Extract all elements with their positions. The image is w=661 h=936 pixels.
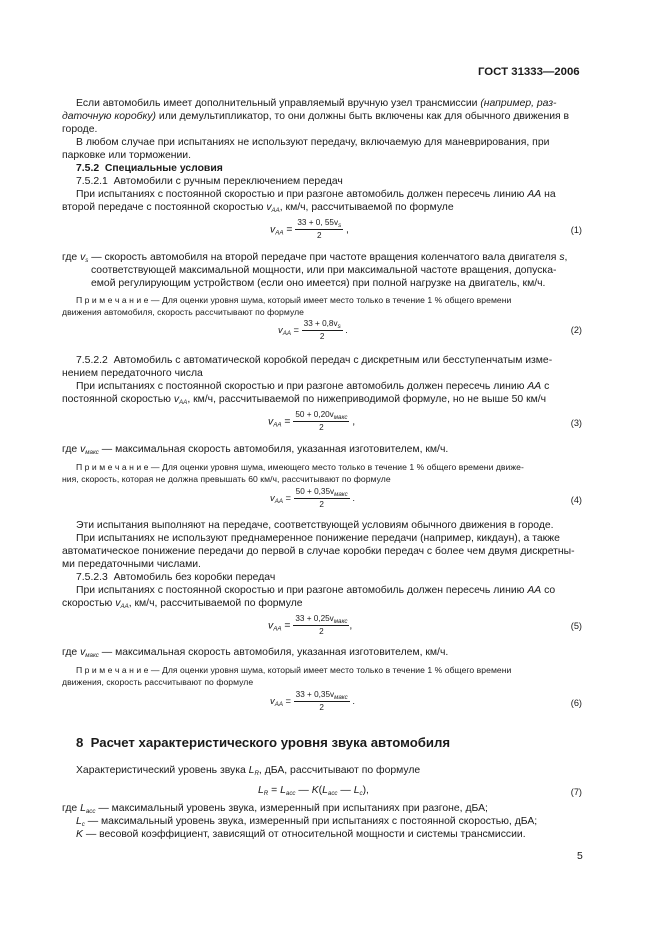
paragraph-line: автоматическое понижение передачи до первой в случае коробки передач с более чем двумя дискретны- — [62, 546, 575, 557]
note-line: движения автомобиля, скорость рассчитывают по формуле — [62, 307, 304, 317]
equation-number-7: (7) — [570, 787, 582, 797]
paragraph-line: Характеристический уровень звука $L_R$, дБА, рассчитывают по формуле — [76, 765, 421, 777]
section-heading-7-5-2: 7.5.2 Специальные условия — [76, 163, 223, 174]
paragraph-line: постоянной скоростью $v_{АА}$, км/ч, рассчитываемой по нижеприводимой формуле, но не выше 50 км/ч — [62, 394, 547, 406]
note-line: П р и м е ч а н и е — Для оценки уровня шума, который имеет место только в течение 1 % общего времени — [76, 665, 512, 675]
fraction: $\frac{33 + 0,8v_s}{2}$ — [303, 319, 341, 341]
fraction: $\frac{50 + 0,35v_{макс}}{2}$ — [295, 487, 348, 509]
definition-line: K — весовой коэффициент, зависящий от относительной мощности и системы трансмиссии. — [76, 829, 526, 840]
formula-4: $v_{АА}$ = $\frac{50 + 0,35v_{макс}}{2}$ . — [270, 487, 355, 509]
paragraph-line: При испытаниях с постоянной скоростью и при разгоне автомобиль должен пересечь линию АА на — [76, 189, 556, 200]
definition-line: где $v_{макс}$ — максимальная скорость автомобиля, указанная изготовителем, км/ч. — [62, 647, 449, 659]
formula-3: $v_{АА}$ = $\frac{50 + 0,20v_{макс}}{2}$ , — [268, 410, 356, 432]
equation-number-1: (1) — [570, 225, 582, 235]
fraction: $\frac{33 + 0, 55v_s}{2}$ — [297, 218, 342, 240]
formula-1: $v_{АА}$ = $\frac{33 + 0, 55v_s}{2}$ , — [270, 218, 349, 240]
section-heading-7-5-2-1: 7.5.2.1 Автомобили с ручным переключением передач — [76, 176, 343, 187]
paragraph-line: ми передаточными числами. — [62, 559, 201, 570]
paragraph-line: скоростью $v_{АА}$, км/ч, рассчитываемой по формуле — [62, 598, 303, 610]
formula-5: $v_{АА}$ = $\frac{33 + 0,25v_{макс}}{2}$ , — [268, 614, 353, 636]
paragraph-line: второй передаче с постоянной скоростью $v_{АА}$, км/ч, рассчитываемой по формуле — [62, 202, 454, 214]
document-code: ГОСТ 31333—2006 — [478, 66, 580, 78]
paragraph-line: В любом случае при испытаниях не используют передачу, включаемую для маневрирования, при — [76, 137, 550, 148]
paragraph-line: даточную коробку) или демультипликатор, то они должны быть включены как для обычного движения в — [62, 111, 570, 122]
note-line: движения, скорость рассчитывают по формуле — [62, 677, 254, 687]
note-line: П р и м е ч а н и е — Для оценки уровня шума, имеющего место только в течение 1 % общего времени движе- — [76, 462, 524, 472]
paragraph-line: городе. — [62, 124, 98, 135]
definition-line: где $L_{acc}$ — максимальный уровень звука, измеренный при испытаниях при разгоне, дБА; — [62, 803, 488, 815]
fraction: $\frac{33 + 0,25v_{макс}}{2}$ — [295, 614, 348, 636]
paragraph-line: При испытаниях с постоянной скоростью и при разгоне автомобиль должен пересечь линию АА с — [76, 381, 550, 392]
definition-line: соответствующей максимальной мощности, или при максимальной частоте вращения, допуска- — [91, 265, 557, 276]
formula-6: $v_{АА}$ = $\frac{33 + 0,35v_{макс}}{2}$ . — [270, 690, 355, 712]
fraction: $\frac{50 + 0,20v_{макс}}{2}$ — [295, 410, 348, 432]
definition-line: где $v_s$ — скорость автомобиля на второй передаче при частоте вращения коленчатого вала двигателя s, — [62, 252, 568, 264]
note-line: ния, скорость, которая не должна превышать 60 км/ч, рассчитывают по формуле — [62, 474, 391, 484]
paragraph-line: Эти испытания выполняют на передаче, соответствующей условиям обычного движения в городе. — [76, 520, 554, 531]
equation-number-4: (4) — [570, 495, 582, 505]
section-heading-7-5-2-2: 7.5.2.2 Автомобиль с автоматической коробкой передач с дискретным или бесступенчатым изме- — [76, 355, 553, 366]
definition-line: емой регулирующим устройством (если оно имеется) при полной нагрузке на двигатель, км/ч. — [91, 278, 546, 289]
page-number: 5 — [577, 851, 583, 862]
section-heading-8: 8 Расчет характеристического уровня звука автомобиля — [76, 735, 451, 750]
note-line: П р и м е ч а н и е — Для оценки уровня шума, который имеет место только в течение 1 % общего времени — [76, 295, 512, 305]
paragraph-line: Если автомобиль имеет дополнительный управляемый вручную узел трансмиссии (например, раз- — [76, 98, 557, 109]
equation-number-3: (3) — [570, 418, 582, 428]
formula-7: $L_R = L_{acc}$ — $K(L_{acc}$ — $L_c$), — [258, 785, 369, 797]
equation-number-5: (5) — [570, 621, 582, 631]
fraction: $\frac{33 + 0,35v_{макс}}{2}$ — [295, 690, 348, 712]
equation-number-2: (2) — [570, 325, 582, 335]
definition-line: $L_c$ — максимальный уровень звука, измеренный при испытаниях с постоянной скоростью, дБА; — [76, 816, 538, 828]
section-heading-7-5-2-2-cont: нением передаточного числа — [62, 368, 203, 379]
definition-line: где $v_{макс}$ — максимальная скорость автомобиля, указанная изготовителем, км/ч. — [62, 444, 449, 456]
formula-2: $v_{АА}$ = $\frac{33 + 0,8v_s}{2}$ . — [278, 319, 348, 341]
section-heading-7-5-2-3: 7.5.2.3 Автомобиль без коробки передач — [76, 572, 276, 583]
paragraph-line: парковке или торможении. — [62, 150, 192, 161]
paragraph-line: При испытаниях не используют преднамеренное понижение передачи (например, кикдаун), а также — [76, 533, 560, 544]
equation-number-6: (6) — [570, 698, 582, 708]
paragraph-line: При испытаниях с постоянной скоростью и при разгоне автомобиль должен пересечь линию АА со — [76, 585, 556, 596]
